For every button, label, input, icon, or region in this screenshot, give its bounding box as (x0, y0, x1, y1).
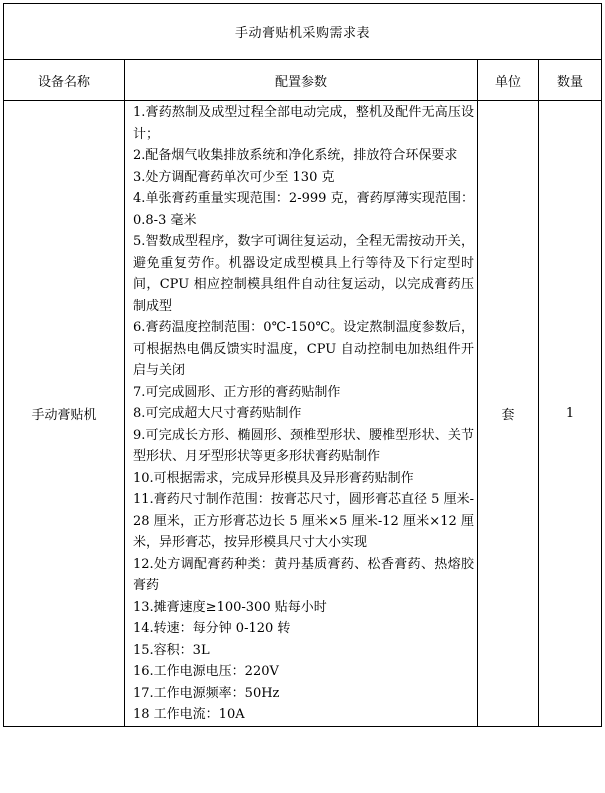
header-config: 配置参数 (125, 60, 478, 101)
table-title: 手动膏贴机采购需求表 (4, 4, 602, 60)
param-line: 11.膏药尺寸制作范围：按膏芯尺寸，圆形膏芯直径 5 厘米-28 厘米，正方形膏芯边长 5 厘米×5 厘米-12 厘米×12 厘米，异形膏芯，按异形模具尺寸大小实现 (133, 492, 474, 550)
header-row (4, 60, 602, 101)
param-line: 8.可完成超大尺寸膏药贴制作 (133, 406, 302, 421)
param-line: 18 工作电流：10A (133, 707, 245, 722)
header-device-name: 设备名称 (4, 60, 125, 101)
param-line: 13.摊膏速度≥100-300 贴每小时 (133, 599, 327, 615)
table-row (4, 101, 602, 727)
param-line: 6.膏药温度控制范围：0℃-150℃。设定熬制温度参数后，可根据热电偶反馈实时温度，CPU 自动控制电加热组件开启与关闭 (133, 320, 474, 378)
header-quantity: 数量 (539, 60, 602, 101)
param-line: 16.工作电源电压：220V (133, 664, 279, 679)
config-params-cell (125, 101, 478, 727)
unit-cell: 套 (478, 101, 539, 727)
param-line: 7.可完成圆形、正方形的膏药贴制作 (133, 384, 341, 400)
title-row (4, 4, 602, 60)
header-unit: 单位 (478, 60, 539, 101)
param-line: 9.可完成长方形、椭圆形、颈椎型形状、腰椎型形状、关节型形状、月牙型形状等更多形状膏药贴制作 (133, 427, 474, 464)
param-line: 3.处方调配膏药单次可少至 130 克 (133, 169, 335, 185)
param-line: 4.单张膏药重量实现范围：2-999 克，膏药厚薄实现范围：0.8-3 毫米 (133, 191, 474, 228)
param-line: 15.容积：3L (133, 642, 210, 658)
param-line: 1.膏药熬制及成型过程全部电动完成，整机及配件无高压设计； (133, 105, 474, 142)
procurement-table (3, 3, 602, 727)
param-line: 2.配备烟气收集排放系统和净化系统，排放符合环保要求 (133, 148, 458, 163)
device-name-cell: 手动膏贴机 (4, 101, 125, 727)
param-line: 10.可根据需求，完成异形模具及异形膏药贴制作 (133, 470, 414, 486)
param-line: 12.处方调配膏药种类：黄丹基质膏药、松香膏药、热熔胶膏药 (133, 556, 474, 593)
quantity-cell: 1 (539, 101, 602, 727)
param-line: 14.转速：每分钟 0-120 转 (133, 621, 291, 636)
param-line: 5.智数成型程序，数字可调往复运动，全程无需按动开关，避免重复劳作。机器设定成型模具上行等待及下行定型时间，CPU 相应控制模具组件自动往复运动，以完成膏药压制成型 (133, 234, 474, 314)
param-line: 17.工作电源频率：50Hz (133, 685, 280, 701)
